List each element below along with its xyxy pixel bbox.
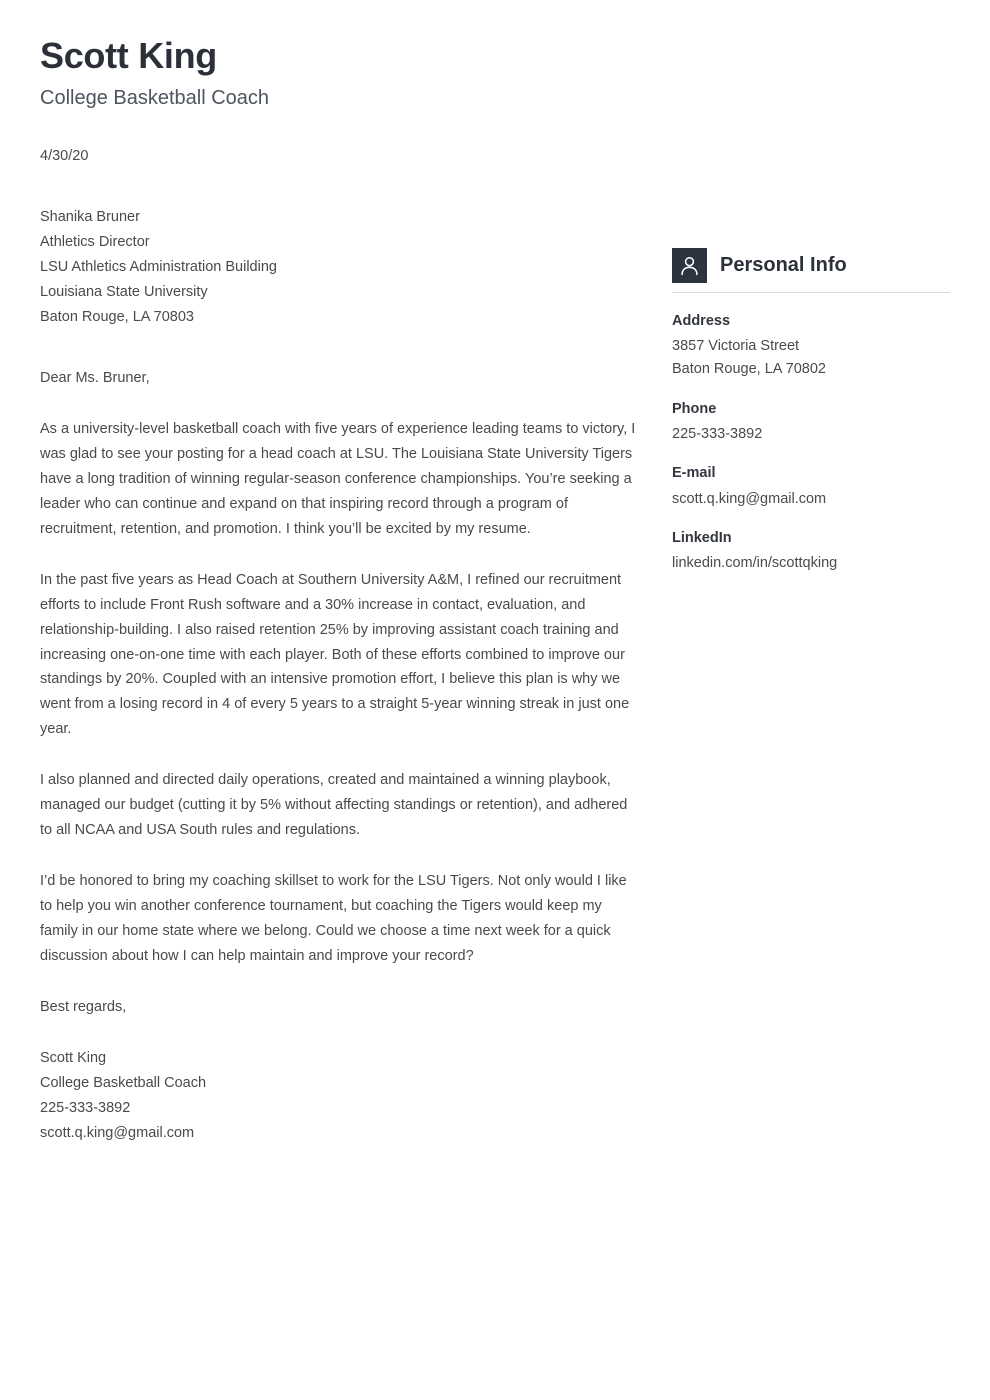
signature-block bbox=[40, 1046, 642, 1146]
recipient-organization: Louisiana State University bbox=[40, 283, 208, 300]
info-value-linkedin[interactable]: linkedin.com/in/scottqking bbox=[672, 555, 838, 572]
recipient-building: LSU Athletics Administration Building bbox=[40, 258, 277, 275]
sidebar-heading: Personal Info bbox=[720, 254, 847, 277]
signature-name: Scott King bbox=[40, 1050, 107, 1067]
content-columns bbox=[40, 144, 950, 1146]
person-icon bbox=[672, 248, 707, 283]
personal-info-sidebar bbox=[672, 144, 950, 592]
info-value-phone: 225-333-3892 bbox=[672, 425, 763, 442]
info-label: LinkedIn bbox=[672, 530, 732, 547]
recipient-address-block bbox=[40, 205, 642, 330]
salutation: Dear Ms. Bruner, bbox=[40, 369, 150, 386]
recipient-city-state-zip: Baton Rouge, LA 70803 bbox=[40, 308, 194, 325]
closing-line: Best regards, bbox=[40, 998, 127, 1015]
info-block-email bbox=[672, 462, 950, 511]
info-value-city: Baton Rouge, LA 70802 bbox=[672, 361, 826, 378]
body-paragraph-4: I’d be honored to bring my coaching skillset to work for the LSU Tigers. Not only would I like to help you win another conference tournament, but coaching the Tigers would keep my family in our home state where we belong. Could we choose a time next week for a quick discussion about how I can help maintain and improve your record? bbox=[40, 873, 627, 964]
info-block-address bbox=[672, 310, 950, 382]
letter-header bbox=[40, 36, 950, 110]
applicant-job-title: College Basketball Coach bbox=[40, 86, 270, 109]
letter-body-column bbox=[40, 144, 672, 1146]
info-label: Phone bbox=[672, 400, 717, 417]
letter-date: 4/30/20 bbox=[40, 147, 89, 164]
sidebar-divider bbox=[672, 292, 950, 293]
info-value-street: 3857 Victoria Street bbox=[672, 337, 800, 354]
info-label: Address bbox=[672, 312, 731, 329]
info-value-email[interactable]: scott.q.king@gmail.com bbox=[672, 490, 827, 507]
signature-email: scott.q.king@gmail.com bbox=[40, 1125, 195, 1142]
signature-job-title: College Basketball Coach bbox=[40, 1075, 207, 1092]
recipient-name: Shanika Bruner bbox=[40, 208, 140, 225]
info-block-phone bbox=[672, 398, 950, 447]
applicant-name: Scott King bbox=[40, 35, 217, 76]
body-paragraph-3: I also planned and directed daily operations, created and maintained a winning playbook, managed our budget (cutting it by 5% without affecting standings or retention), and adhered to all NCAA and USA South rules and regulations. bbox=[40, 772, 628, 839]
signature-phone: 225-333-3892 bbox=[40, 1100, 131, 1117]
body-paragraph-1: As a university-level basketball coach with five years of experience leading teams to victory, I was glad to see your posting for a head coach at LSU. The Louisiana State University Tigers have a long tradition of winning regular-season conference championships. You’re seeking a leader who can continue and expand on that inspiring record through a program of recruitment, retention, and promotion. I think you’ll be excited by my resume. bbox=[40, 421, 636, 537]
info-block-linkedin bbox=[672, 527, 950, 576]
body-paragraph-2: In the past five years as Head Coach at Southern University A&M, I refined our recruitment efforts to include Front Rush software and a 30% increase in contact, evaluation, and relationship-building. I also raised retention 25% by improving assistant coach training and increasing one-on-one time with each player. Both of these efforts combined to improve our standings by 20%. Coupled with an intensive promotion effort, I believe this plan is why we went from a losing record in 4 of every 5 years to a straight 5-year winning streak in just one year. bbox=[40, 571, 630, 738]
sidebar-heading-row bbox=[672, 248, 950, 283]
info-label: E-mail bbox=[672, 465, 716, 482]
recipient-title: Athletics Director bbox=[40, 233, 150, 250]
